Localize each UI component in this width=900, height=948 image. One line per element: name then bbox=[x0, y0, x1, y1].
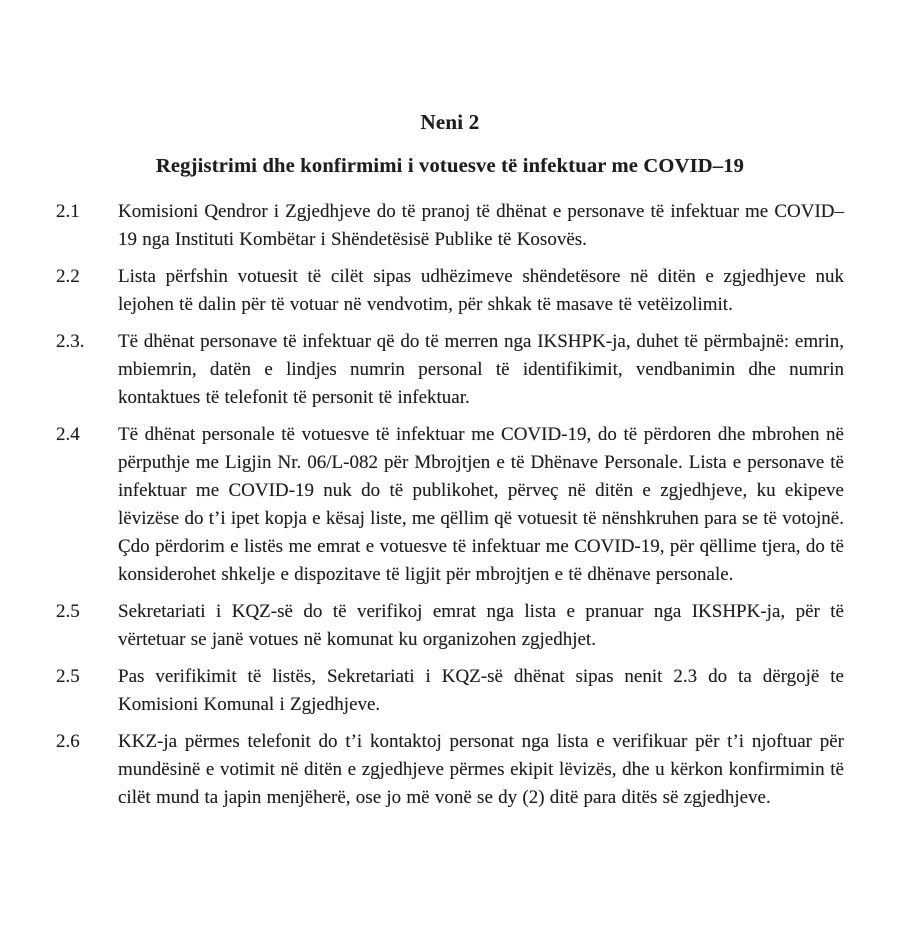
clause-text: KKZ-ja përmes telefonit do t’i kontaktoj personat nga lista e verifikuar për t’i njoftuar për mundësinë e votimit në ditën e zgjedhjeve përmes ekipit lëvizës, dhe u kërkon konfirmimin të cilët mund ta japin menjëherë, ose jo më vonë se dy (2) ditë para ditës së zgjedhjeve. bbox=[118, 731, 844, 808]
clause-number: 2.6 bbox=[56, 731, 80, 752]
clause-text: Lista përfshin votuesit të cilët sipas udhëzimeve shëndetësore në ditën e zgjedhjeve nuk lejohen të dalin për të votuar në vendvotim, për shkak të masave të vetëizolimit. bbox=[118, 266, 844, 315]
clause-list bbox=[0, 198, 900, 812]
clause-text: Sekretariati i KQZ-së do të verifikoj emrat nga lista e pranuar nga IKSHPK-ja, për të vërtetuar se janë votues në komunat ku organizohen zgjedhjet. bbox=[118, 601, 844, 650]
document-title: Neni 2 bbox=[420, 110, 480, 134]
clause-text: Të dhënat personale të votuesve të infektuar me COVID-19, do të përdoren dhe mbrohen në përputhje me Ligjin Nr. 06/L-082 për Mbrojtjen e të Dhënave Personale. Lista e personave të infektuar me COVID-19 nuk do të publikohet, përveç në ditën e zgjedhjeve, ku ekipeve lëvizëse do t’i ipet kopja e kësaj liste, me qëllim që votuesit të nënshkruhen para se të votojnë. Çdo përdorim e listës me emrat e votuesve të infektuar me COVID-19, për qëllime tjera, do të konsiderohet shkelje e dispozitave të ligjit për mbrojtjen e të dhënave personale. bbox=[118, 424, 844, 585]
clause-number: 2.2 bbox=[56, 266, 80, 287]
clause-text: Të dhënat personave të infektuar që do të merren nga IKSHPK-ja, duhet të përmbajnë: emrin, mbiemrin, datën e lindjes numrin personal të identifikimit, vendbanimin dhe numrin kontaktues të telefonit të personit të infektuar. bbox=[118, 331, 844, 408]
document-subtitle: Regjistrimi dhe konfirmimi i votuesve të infektuar me COVID–19 bbox=[155, 155, 745, 177]
clause-number: 2.1 bbox=[56, 201, 80, 222]
clause-number: 2.5 bbox=[56, 666, 80, 687]
clause-number: 2.3. bbox=[56, 331, 85, 352]
clause-text: Komisioni Qendror i Zgjedhjeve do të pranoj të dhënat e personave të infektuar me COVID–19 nga Instituti Kombëtar i Shëndetësisë Publike të Kosovës. bbox=[118, 201, 844, 250]
clause-number: 2.4 bbox=[56, 424, 80, 445]
clause-text: Pas verifikimit të listës, Sekretariati i KQZ-së dhënat sipas nenit 2.3 do ta dërgojë te Komisioni Komunal i Zgjedhjeve. bbox=[118, 666, 844, 715]
clause-2-5-second bbox=[56, 663, 844, 719]
clause-2-4 bbox=[56, 421, 844, 589]
clause-number: 2.5 bbox=[56, 601, 80, 622]
clause-2-2 bbox=[56, 263, 844, 319]
clause-2-6 bbox=[56, 728, 844, 812]
clause-2-1 bbox=[56, 198, 844, 254]
clause-2-5-first bbox=[56, 598, 844, 654]
clause-2-3 bbox=[56, 328, 844, 412]
